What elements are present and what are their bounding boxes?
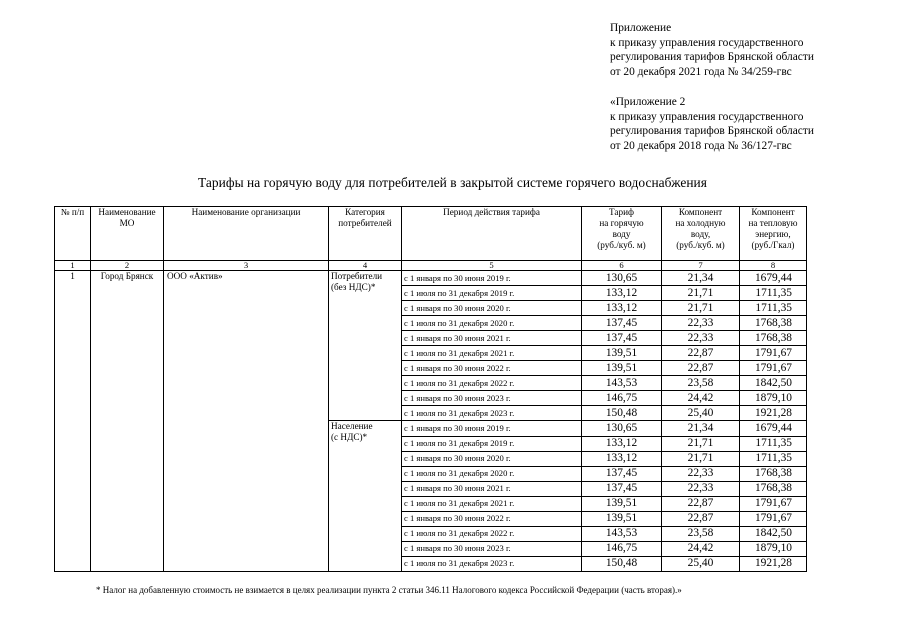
header-mo bbox=[91, 207, 164, 261]
cold-water-component: 23,58 bbox=[662, 376, 740, 391]
hot-water-tariff: 139,51 bbox=[582, 361, 662, 376]
hot-water-tariff: 146,75 bbox=[582, 541, 662, 556]
cold-water-component: 22,33 bbox=[662, 316, 740, 331]
appendix-original-reference bbox=[610, 95, 814, 153]
category-line: Потребители bbox=[331, 271, 383, 281]
cold-water-component: 22,33 bbox=[662, 331, 740, 346]
hot-water-tariff: 133,12 bbox=[582, 286, 662, 301]
heat-energy-component: 1711,35 bbox=[740, 436, 807, 451]
header-line: на тепловую bbox=[748, 218, 798, 228]
tariff-period: с 1 июля по 31 декабря 2023 г. bbox=[402, 556, 582, 571]
header-line: Компонент bbox=[678, 207, 723, 217]
organization-name: ООО «Актив» bbox=[164, 271, 329, 572]
category-line: (без НДС)* bbox=[331, 282, 376, 292]
heat-energy-component: 1879,10 bbox=[740, 541, 807, 556]
row-number: 1 bbox=[55, 271, 91, 572]
tariff-period: с 1 января по 30 июня 2022 г. bbox=[402, 511, 582, 526]
cold-water-component: 23,58 bbox=[662, 526, 740, 541]
tariff-period: с 1 июля по 31 декабря 2020 г. bbox=[402, 316, 582, 331]
appendix-line: от 20 декабря 2021 года № 34/259-гвс bbox=[610, 65, 792, 78]
header-num: № п/п bbox=[55, 207, 91, 261]
heat-energy-component: 1921,28 bbox=[740, 406, 807, 421]
hot-water-tariff: 139,51 bbox=[582, 511, 662, 526]
hot-water-tariff: 130,65 bbox=[582, 271, 662, 286]
consumer-category bbox=[329, 421, 402, 571]
table-row bbox=[55, 271, 807, 286]
heat-energy-component: 1791,67 bbox=[740, 346, 807, 361]
column-number: 8 bbox=[740, 261, 807, 271]
header-heat-component bbox=[740, 207, 807, 261]
tariff-period: с 1 июля по 31 декабря 2020 г. bbox=[402, 466, 582, 481]
hot-water-tariff: 137,45 bbox=[582, 481, 662, 496]
header-line: на горячую bbox=[599, 218, 644, 228]
column-number-row bbox=[55, 261, 807, 271]
header-line: Тариф bbox=[609, 207, 634, 217]
tariff-period: с 1 июля по 31 декабря 2019 г. bbox=[402, 286, 582, 301]
hot-water-tariff: 133,12 bbox=[582, 436, 662, 451]
hot-water-tariff: 133,12 bbox=[582, 301, 662, 316]
hot-water-tariff: 143,53 bbox=[582, 376, 662, 391]
cold-water-component: 24,42 bbox=[662, 391, 740, 406]
cold-water-component: 22,87 bbox=[662, 496, 740, 511]
cold-water-component: 22,87 bbox=[662, 511, 740, 526]
hot-water-tariff: 150,48 bbox=[582, 556, 662, 571]
hot-water-tariff: 137,45 bbox=[582, 331, 662, 346]
column-number: 5 bbox=[402, 261, 582, 271]
heat-energy-component: 1921,28 bbox=[740, 556, 807, 571]
tariff-period: с 1 января по 30 июня 2023 г. bbox=[402, 391, 582, 406]
heat-energy-component: 1842,50 bbox=[740, 526, 807, 541]
cold-water-component: 21,71 bbox=[662, 286, 740, 301]
tariff-period: с 1 января по 30 июня 2022 г. bbox=[402, 361, 582, 376]
tariff-table-body bbox=[55, 271, 807, 572]
tariff-period: с 1 января по 30 июня 2020 г. bbox=[402, 451, 582, 466]
header-line: на холодную bbox=[675, 218, 726, 228]
category-line: (с НДС)* bbox=[331, 432, 368, 443]
header-row bbox=[55, 207, 807, 261]
column-number: 1 bbox=[55, 261, 91, 271]
tariff-table bbox=[54, 206, 807, 572]
column-number: 7 bbox=[662, 261, 740, 271]
appendix-line: от 20 декабря 2018 года № 36/127-гвс bbox=[610, 139, 792, 152]
heat-energy-component: 1711,35 bbox=[740, 286, 807, 301]
heat-energy-component: 1711,35 bbox=[740, 451, 807, 466]
column-number: 4 bbox=[329, 261, 402, 271]
cold-water-component: 22,87 bbox=[662, 346, 740, 361]
heat-energy-component: 1791,67 bbox=[740, 511, 807, 526]
hot-water-tariff: 139,51 bbox=[582, 346, 662, 361]
cold-water-component: 24,42 bbox=[662, 541, 740, 556]
header-line: Категория bbox=[345, 207, 385, 217]
cold-water-component: 22,87 bbox=[662, 361, 740, 376]
header-line: воду, bbox=[690, 229, 711, 239]
hot-water-tariff: 130,65 bbox=[582, 421, 662, 436]
document-title: Тарифы на горячую воду для потребителей в закрытой системе горячего водоснабжения bbox=[198, 175, 707, 190]
consumer-category bbox=[329, 271, 402, 421]
heat-energy-component: 1842,50 bbox=[740, 376, 807, 391]
header-cold-component bbox=[662, 207, 740, 261]
tariff-period: с 1 января по 30 июня 2021 г. bbox=[402, 331, 582, 346]
heat-energy-component: 1768,38 bbox=[740, 316, 807, 331]
appendix-current-reference bbox=[610, 21, 814, 79]
heat-energy-component: 1768,38 bbox=[740, 481, 807, 496]
header-organization: Наименование организации bbox=[164, 207, 329, 261]
appendix-line: регулирования тарифов Брянской области bbox=[610, 51, 814, 64]
header-line: (руб./куб. м) bbox=[597, 240, 646, 250]
tariff-period: с 1 июля по 31 декабря 2022 г. bbox=[402, 376, 582, 391]
header-line: Компонент bbox=[751, 207, 795, 217]
tariff-period: с 1 июля по 31 декабря 2021 г. bbox=[402, 496, 582, 511]
tariff-period: с 1 июля по 31 декабря 2021 г. bbox=[402, 346, 582, 361]
heat-energy-component: 1711,35 bbox=[740, 301, 807, 316]
cold-water-component: 21,34 bbox=[662, 421, 740, 436]
tariff-period: с 1 июля по 31 декабря 2022 г. bbox=[402, 526, 582, 541]
tariff-period: с 1 января по 30 июня 2023 г. bbox=[402, 541, 582, 556]
hot-water-tariff: 133,12 bbox=[582, 451, 662, 466]
header-period: Период действия тарифа bbox=[402, 207, 582, 261]
heat-energy-component: 1791,67 bbox=[740, 496, 807, 511]
tariff-period: с 1 января по 30 июня 2020 г. bbox=[402, 301, 582, 316]
header-line: Наименование bbox=[98, 207, 156, 217]
heat-energy-component: 1768,38 bbox=[740, 466, 807, 481]
cold-water-component: 21,71 bbox=[662, 451, 740, 466]
appendix-line: регулирования тарифов Брянской области bbox=[610, 125, 814, 138]
appendix-line: «Приложение 2 bbox=[610, 96, 686, 108]
cold-water-component: 21,34 bbox=[662, 271, 740, 286]
category-line: Население bbox=[331, 421, 373, 432]
municipality-name: Город Брянск bbox=[91, 271, 164, 572]
cold-water-component: 22,33 bbox=[662, 481, 740, 496]
cold-water-component: 21,71 bbox=[662, 301, 740, 316]
header-line: потребителей bbox=[338, 218, 392, 228]
tariff-period: с 1 июля по 31 декабря 2023 г. bbox=[402, 406, 582, 421]
cold-water-component: 25,40 bbox=[662, 556, 740, 571]
hot-water-tariff: 143,53 bbox=[582, 526, 662, 541]
cold-water-component: 25,40 bbox=[662, 406, 740, 421]
header-line: воду bbox=[612, 229, 631, 239]
cold-water-component: 22,33 bbox=[662, 466, 740, 481]
header-tariff bbox=[582, 207, 662, 261]
appendix-line: к приказу управления государственного bbox=[610, 36, 804, 49]
column-number: 2 bbox=[91, 261, 164, 271]
appendix-line: к приказу управления государственного bbox=[610, 110, 804, 123]
heat-energy-component: 1679,44 bbox=[740, 271, 807, 286]
hot-water-tariff: 146,75 bbox=[582, 391, 662, 406]
tariff-period: с 1 января по 30 июня 2019 г. bbox=[402, 271, 582, 286]
header-line: (руб./Гкал) bbox=[751, 240, 795, 250]
column-number: 3 bbox=[164, 261, 329, 271]
appendix-line: Приложение bbox=[610, 22, 672, 34]
hot-water-tariff: 150,48 bbox=[582, 406, 662, 421]
header-line: МО bbox=[119, 218, 135, 228]
header-line: энергию, bbox=[755, 229, 791, 239]
header-category bbox=[329, 207, 402, 261]
tariff-period: с 1 января по 30 июня 2021 г. bbox=[402, 481, 582, 496]
header-line: (руб./куб. м) bbox=[676, 240, 725, 250]
hot-water-tariff: 139,51 bbox=[582, 496, 662, 511]
heat-energy-component: 1768,38 bbox=[740, 331, 807, 346]
column-number: 6 bbox=[582, 261, 662, 271]
hot-water-tariff: 137,45 bbox=[582, 466, 662, 481]
heat-energy-component: 1679,44 bbox=[740, 421, 807, 436]
cold-water-component: 21,71 bbox=[662, 436, 740, 451]
heat-energy-component: 1879,10 bbox=[740, 391, 807, 406]
footnote: * Налог на добавленную стоимость не взимается в целях реализации пункта 2 статьи 346.11 Налогового кодекса Российской Федерации (часть вторая).» bbox=[96, 585, 682, 595]
tariff-period: с 1 января по 30 июня 2019 г. bbox=[402, 421, 582, 436]
heat-energy-component: 1791,67 bbox=[740, 361, 807, 376]
tariff-period: с 1 июля по 31 декабря 2019 г. bbox=[402, 436, 582, 451]
hot-water-tariff: 137,45 bbox=[582, 316, 662, 331]
